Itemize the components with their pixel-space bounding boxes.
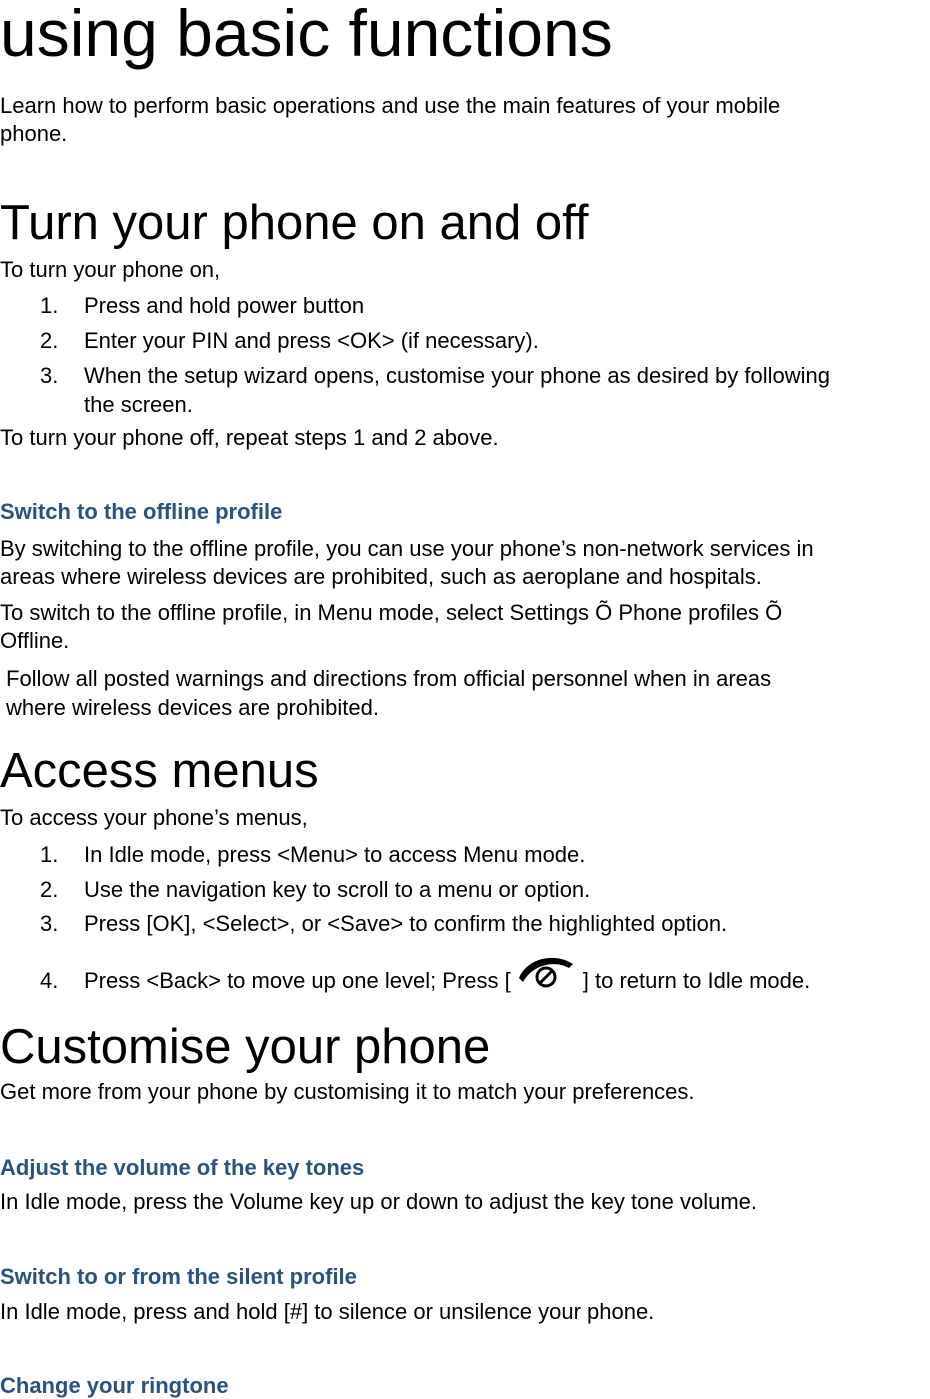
power-off-note: To turn your phone off, repeat steps 1 and 2 above. bbox=[0, 425, 499, 450]
step-number: 2. bbox=[40, 877, 59, 902]
step-number: 2. bbox=[40, 328, 59, 353]
key-tones-text: In Idle mode, press the Volume key up or down to adjust the key tone volume. bbox=[0, 1189, 757, 1214]
power-lead: To turn your phone on, bbox=[0, 257, 221, 282]
page-title: using basic functions bbox=[0, 0, 613, 70]
step-text: Press and hold power button bbox=[84, 293, 365, 318]
step-number: 1. bbox=[40, 842, 59, 867]
warning-line1: Follow all posted warnings and directions from official personnel when in areas bbox=[6, 666, 772, 691]
step-text: Use the navigation key to scroll to a menu or option. bbox=[84, 877, 591, 902]
menus-lead: To access your phone’s menus, bbox=[0, 805, 308, 830]
intro-line-2: phone. bbox=[0, 121, 68, 146]
step-number: 1. bbox=[40, 293, 59, 318]
step-text bbox=[84, 968, 810, 1000]
silent-profile-text: In Idle mode, press and hold [#] to silence or unsilence your phone. bbox=[0, 1299, 655, 1324]
step-text-after-icon: ] to return to Idle mode. bbox=[582, 968, 811, 993]
step-text: In Idle mode, press <Menu> to access Menu mode. bbox=[84, 842, 586, 867]
subheading-key-tones: Adjust the volume of the key tones bbox=[0, 1155, 365, 1180]
step-text: Enter your PIN and press <OK> (if necessary). bbox=[84, 328, 539, 353]
subheading-silent-profile: Switch to or from the silent profile bbox=[0, 1264, 357, 1289]
intro-line-1: Learn how to perform basic operations and use the main features of your mobile bbox=[0, 93, 781, 118]
step-text-before-icon: Press <Back> to move up one level; Press [ bbox=[84, 968, 511, 993]
heading-customise: Customise your phone bbox=[0, 1020, 491, 1074]
step-text-continued: the screen. bbox=[84, 392, 193, 417]
end-call-key-icon bbox=[515, 970, 577, 1000]
offline-para2-line1: To switch to the offline profile, in Menu mode, select Settings Õ Phone profiles Õ bbox=[0, 600, 783, 625]
offline-para2-line2: Offline. bbox=[0, 628, 70, 653]
subheading-ringtone: Change your ringtone bbox=[0, 1373, 229, 1398]
step-number: 3. bbox=[40, 363, 59, 388]
step-text: Press [OK], <Select>, or <Save> to confirm the highlighted option. bbox=[84, 911, 728, 936]
heading-power: Turn your phone on and off bbox=[0, 196, 589, 250]
step-text: When the setup wizard opens, customise your phone as desired by following bbox=[84, 363, 830, 388]
step-number: 3. bbox=[40, 911, 59, 936]
offline-para1-line1: By switching to the offline profile, you can use your phone’s non-network services in bbox=[0, 536, 814, 561]
customise-lead: Get more from your phone by customising it to match your preferences. bbox=[0, 1079, 695, 1104]
warning-line2: where wireless devices are prohibited. bbox=[6, 695, 379, 720]
step-number: 4. bbox=[40, 968, 59, 993]
offline-para1-line2: areas where wireless devices are prohibited, such as aeroplane and hospitals. bbox=[0, 564, 762, 589]
heading-menus: Access menus bbox=[0, 744, 319, 798]
subheading-offline: Switch to the offline profile bbox=[0, 499, 283, 524]
